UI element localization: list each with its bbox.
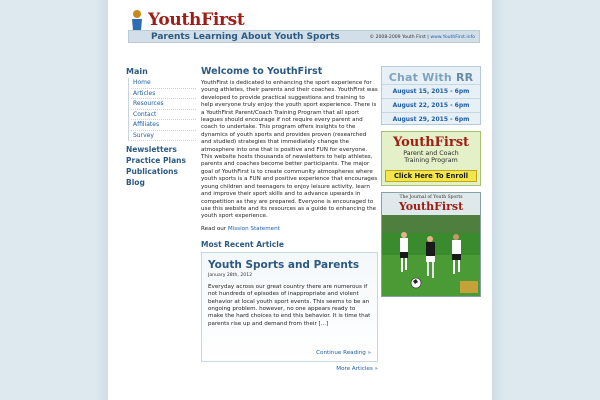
nav-item-survey[interactable]: Survey <box>131 131 196 142</box>
nav-newsletters[interactable]: Newsletters <box>126 145 177 154</box>
header <box>108 0 492 50</box>
enroll-line-2: Training Program <box>404 157 458 164</box>
nav-publications[interactable]: Publications <box>126 167 178 176</box>
article-excerpt: Everyday across our great country there are numerous if not hundreds of episodes of inappropriate and violent behavior at local youth sport events. This seems to be an ongoing problem. however, no one appears ready to make the hard choices to end this behavior. It is time that parents rise up and demand from their [...] <box>208 283 371 327</box>
site-logo[interactable]: YouthFirst <box>148 10 245 30</box>
enroll-button[interactable]: Click Here To Enroll <box>385 170 477 182</box>
intro-paragraph: YouthFirst is dedicated to enhancing the sport experience for young athletes, their parents and their coaches. YouthFirst was developed to provide practical suggestions and training to help everyone truly enjoy the youth sport experience. There is a YouthFirst Parent/Coach Training Program that all sport leagues should encourage if not require every parent and coach to undertake. This program offers insights to the dynamics of youth sports and provides proven (researched and studied) strategies that immediately change the atmosphere into one that is positive and FUN for everyone. This website hosts thousands of newsletters to help athletes, parents and coaches become better participants. The major goal of YouthFirst is to create community atmospheres where youth sports is a FUN and positive experience that encourages young children and teenagers to enjoy leisure activity, learn and improve their sport skills and to advance upwards in competition as they are prepared. Everyone is encouraged to use this website and its resources as a guide to enhancing the youth sport experience. <box>201 80 378 220</box>
tagline: Parents Learning About Youth Sports <box>151 32 340 42</box>
journal-subtitle: The Journal of Youth Sports <box>399 195 463 200</box>
chat-date: August 22, 2015 - 6pm <box>382 98 480 112</box>
chat-title-rr: RR <box>455 71 474 84</box>
chat-date: August 29, 2015 - 6pm <box>382 112 480 126</box>
journal-cover-image[interactable] <box>381 192 481 297</box>
soccer-photo-image <box>382 215 480 296</box>
copyright-link[interactable]: www.YouthFirst.info <box>430 35 475 40</box>
nav-item-contact[interactable]: Contact <box>131 110 196 121</box>
continue-reading-link[interactable]: Continue Reading » <box>316 349 371 356</box>
enroll-line-1: Parent and Coach <box>403 150 459 157</box>
more-articles-link[interactable]: More Articles » <box>336 365 378 372</box>
nav-item-home[interactable]: Home <box>131 78 196 89</box>
nav-item-resources[interactable]: Resources <box>131 99 196 110</box>
page-title: Welcome to YouthFirst <box>201 66 323 77</box>
mission-prefix: Read our <box>201 225 227 232</box>
copyright-text: © 2008-2009 Youth First | <box>369 35 429 40</box>
nav-practice-plans[interactable]: Practice Plans <box>126 156 186 165</box>
chat-with-rr-banner[interactable] <box>381 66 481 125</box>
nav-item-affiliates[interactable]: Affiliates <box>131 120 196 131</box>
chat-date: August 15, 2015 - 6pm <box>382 84 480 98</box>
right-sidebar <box>381 66 481 297</box>
enroll-logo: YouthFirst <box>392 135 470 150</box>
page <box>108 0 492 400</box>
copyright <box>370 31 475 44</box>
chat-title-text: Chat With <box>388 71 452 84</box>
nav-blog[interactable]: Blog <box>126 178 145 187</box>
journal-logo: YouthFirst <box>398 200 464 213</box>
page-shadow-right <box>492 0 504 400</box>
nav-main[interactable]: Main <box>126 67 148 76</box>
page-shadow-left <box>96 0 108 400</box>
article-title[interactable]: Youth Sports and Parents <box>208 258 360 271</box>
article-date: January 28th, 2012 <box>208 272 253 278</box>
tagline-bar <box>128 30 480 43</box>
mission-statement-link[interactable]: Mission Statement <box>227 225 280 232</box>
left-nav <box>126 67 196 188</box>
journal-masthead <box>382 193 480 215</box>
recent-article-heading: Most Recent Article <box>201 239 284 249</box>
training-program-banner[interactable] <box>381 131 481 186</box>
article-card <box>201 252 378 362</box>
chat-title <box>382 71 480 84</box>
nav-sub-list <box>128 78 196 141</box>
main-content <box>201 66 378 372</box>
enroll-subtitle <box>382 150 480 164</box>
mission-line <box>201 226 378 232</box>
nav-item-articles[interactable]: Articles <box>131 89 196 100</box>
